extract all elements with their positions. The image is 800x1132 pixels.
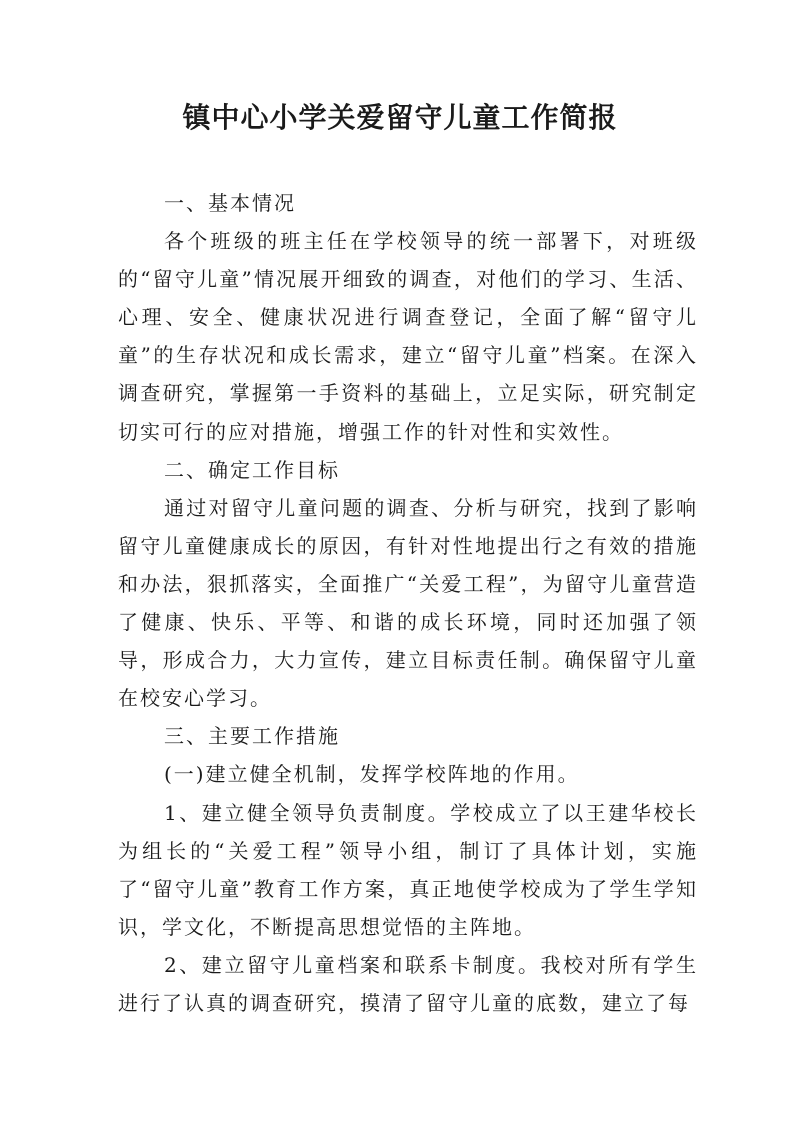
document-body [118, 184, 698, 1022]
document-title: 镇中心小学关爱留守儿童工作简报 [182, 101, 618, 134]
subheading-mechanism: (一)建立健全机制，发挥学校阵地的作用。 [164, 762, 580, 787]
section-heading-basic-situation: 一、基本情况 [164, 191, 296, 215]
paragraph-work-goals: 通过对留守儿童问题的调查、分析与研究，找到了影响留守儿童健康成长的原因，有针对性地提出行之有效的措施和办法，狠抓落实，全面推广“关爱工程”，为留守儿童营造了健康、快乐、平等、和谐的成长环境，同时还加强了领导，形成合力，大力宣传，建立目标责任制。确保留守儿童在校安心学习。 [118, 495, 698, 711]
section-heading-main-measures: 三、主要工作措施 [164, 724, 340, 749]
paragraph-basic-situation: 各个班级的班主任在学校领导的统一部署下，对班级的“留守儿童”情况展开细致的调查，对他们的学习、生活、心理、安全、健康状况进行调查登记，全面了解“留守儿童”的生存状况和成长需求，建立“留守儿童”档案。在深入调查研究，掌握第一手资料的基础上，立足实际，研究制定切实可行的应对措施，增强工作的针对性和实效性。 [118, 229, 698, 444]
paragraph-records-system: 2、建立留守儿童档案和联系卡制度。我校对所有学生进行了认真的调查研究，摸清了留守儿童的底数，建立了每 [118, 952, 698, 1015]
section-heading-work-goals: 二、确定工作目标 [164, 457, 340, 482]
paragraph-leadership-system: 1、建立健全领导负责制度。学校成立了以王建华校长为组长的“关爱工程”领导小组，制订了具体计划，实施了“留守儿童”教育工作方案，真正地使学校成为了学生学知识，学文化，不断提高思想觉悟的主阵地。 [118, 800, 698, 939]
